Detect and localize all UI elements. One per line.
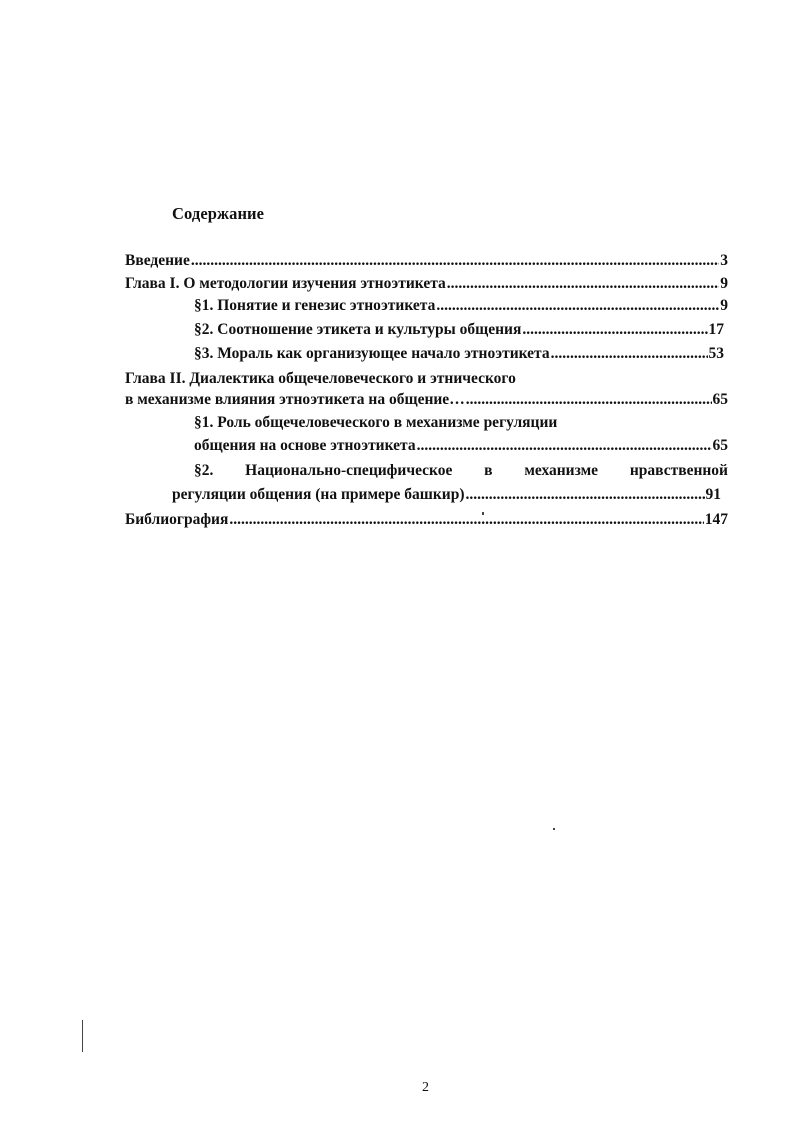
toc-page-number: 9 xyxy=(720,275,728,292)
toc-leader-dots xyxy=(436,296,719,316)
toc-entry-chapter-2-line-2 xyxy=(125,390,728,410)
toc-entry-text: Библиография xyxy=(125,511,229,528)
toc-word: механизме xyxy=(524,462,599,479)
toc-page-number: 9 xyxy=(720,297,728,314)
scan-artifact-dot xyxy=(553,828,555,830)
toc-entry-chapter-2-section-1-line-2 xyxy=(194,436,728,456)
toc-page-number: 65 xyxy=(712,391,728,408)
toc-leader-dots xyxy=(551,344,708,364)
toc-entry-chapter-2-section-2-line-1 xyxy=(194,461,728,481)
scan-artifact-line xyxy=(82,1020,83,1052)
toc-page-number: 147 xyxy=(704,511,728,528)
toc-leader-dots xyxy=(447,274,719,294)
toc-entry-text: регуляции общения (на примере башкир) xyxy=(172,486,465,503)
toc-entry-chapter-2-section-2-line-2 xyxy=(172,485,721,505)
scan-artifact-dot xyxy=(482,512,484,515)
toc-page-number: 17 xyxy=(708,321,724,338)
toc-entry-text: §1. Понятие и генезис этноэтикета xyxy=(194,297,436,314)
toc-leader-dots xyxy=(417,436,712,456)
toc-page-number: 65 xyxy=(712,437,728,454)
toc-entry-chapter-1-section-2 xyxy=(194,320,724,340)
toc-word: Национально-специфическое xyxy=(245,462,453,479)
toc-entry-chapter-2-section-1-line-1: §1. Роль общечеловеческого в механизме регуляции xyxy=(194,414,558,431)
toc-page-number: 53 xyxy=(708,345,724,362)
toc-page-number: 3 xyxy=(720,252,728,269)
toc-entry-text: §3. Мораль как организующее начало этноэтикета xyxy=(194,345,550,362)
toc-word: §2. xyxy=(194,462,214,479)
toc-entry-chapter-1-section-3 xyxy=(194,344,724,364)
toc-entry-text: в механизме влияния этноэтикета на общение… xyxy=(125,391,465,408)
toc-entry-bibliography xyxy=(125,510,728,530)
toc-entry-text: Глава I. О методологии изучения этноэтикета xyxy=(125,275,446,292)
toc-entry-text: §2. Соотношение этикета и культуры общения xyxy=(194,321,522,338)
toc-leader-dots xyxy=(229,510,703,530)
toc-leader-dots xyxy=(522,320,707,340)
toc-entry-text: Введение xyxy=(125,252,190,269)
toc-word: в xyxy=(484,462,493,479)
toc-entry-chapter-2-line-1: Глава II. Диалектика общечеловеческого и этнического xyxy=(125,370,516,387)
toc-entry-chapter-1 xyxy=(125,274,728,294)
toc-page-number: 91 xyxy=(705,486,721,503)
toc-entry-intro xyxy=(125,251,728,271)
page-title: Содержание xyxy=(172,204,265,223)
toc-leader-dots xyxy=(191,251,719,271)
toc-word: нравственной xyxy=(629,462,728,479)
toc-entry-chapter-1-section-1 xyxy=(194,296,728,316)
page-number: 2 xyxy=(422,1080,429,1095)
toc-leader-dots xyxy=(466,390,712,410)
toc-leader-dots xyxy=(465,485,704,505)
toc-entry-text: общения на основе этноэтикета xyxy=(194,437,416,454)
